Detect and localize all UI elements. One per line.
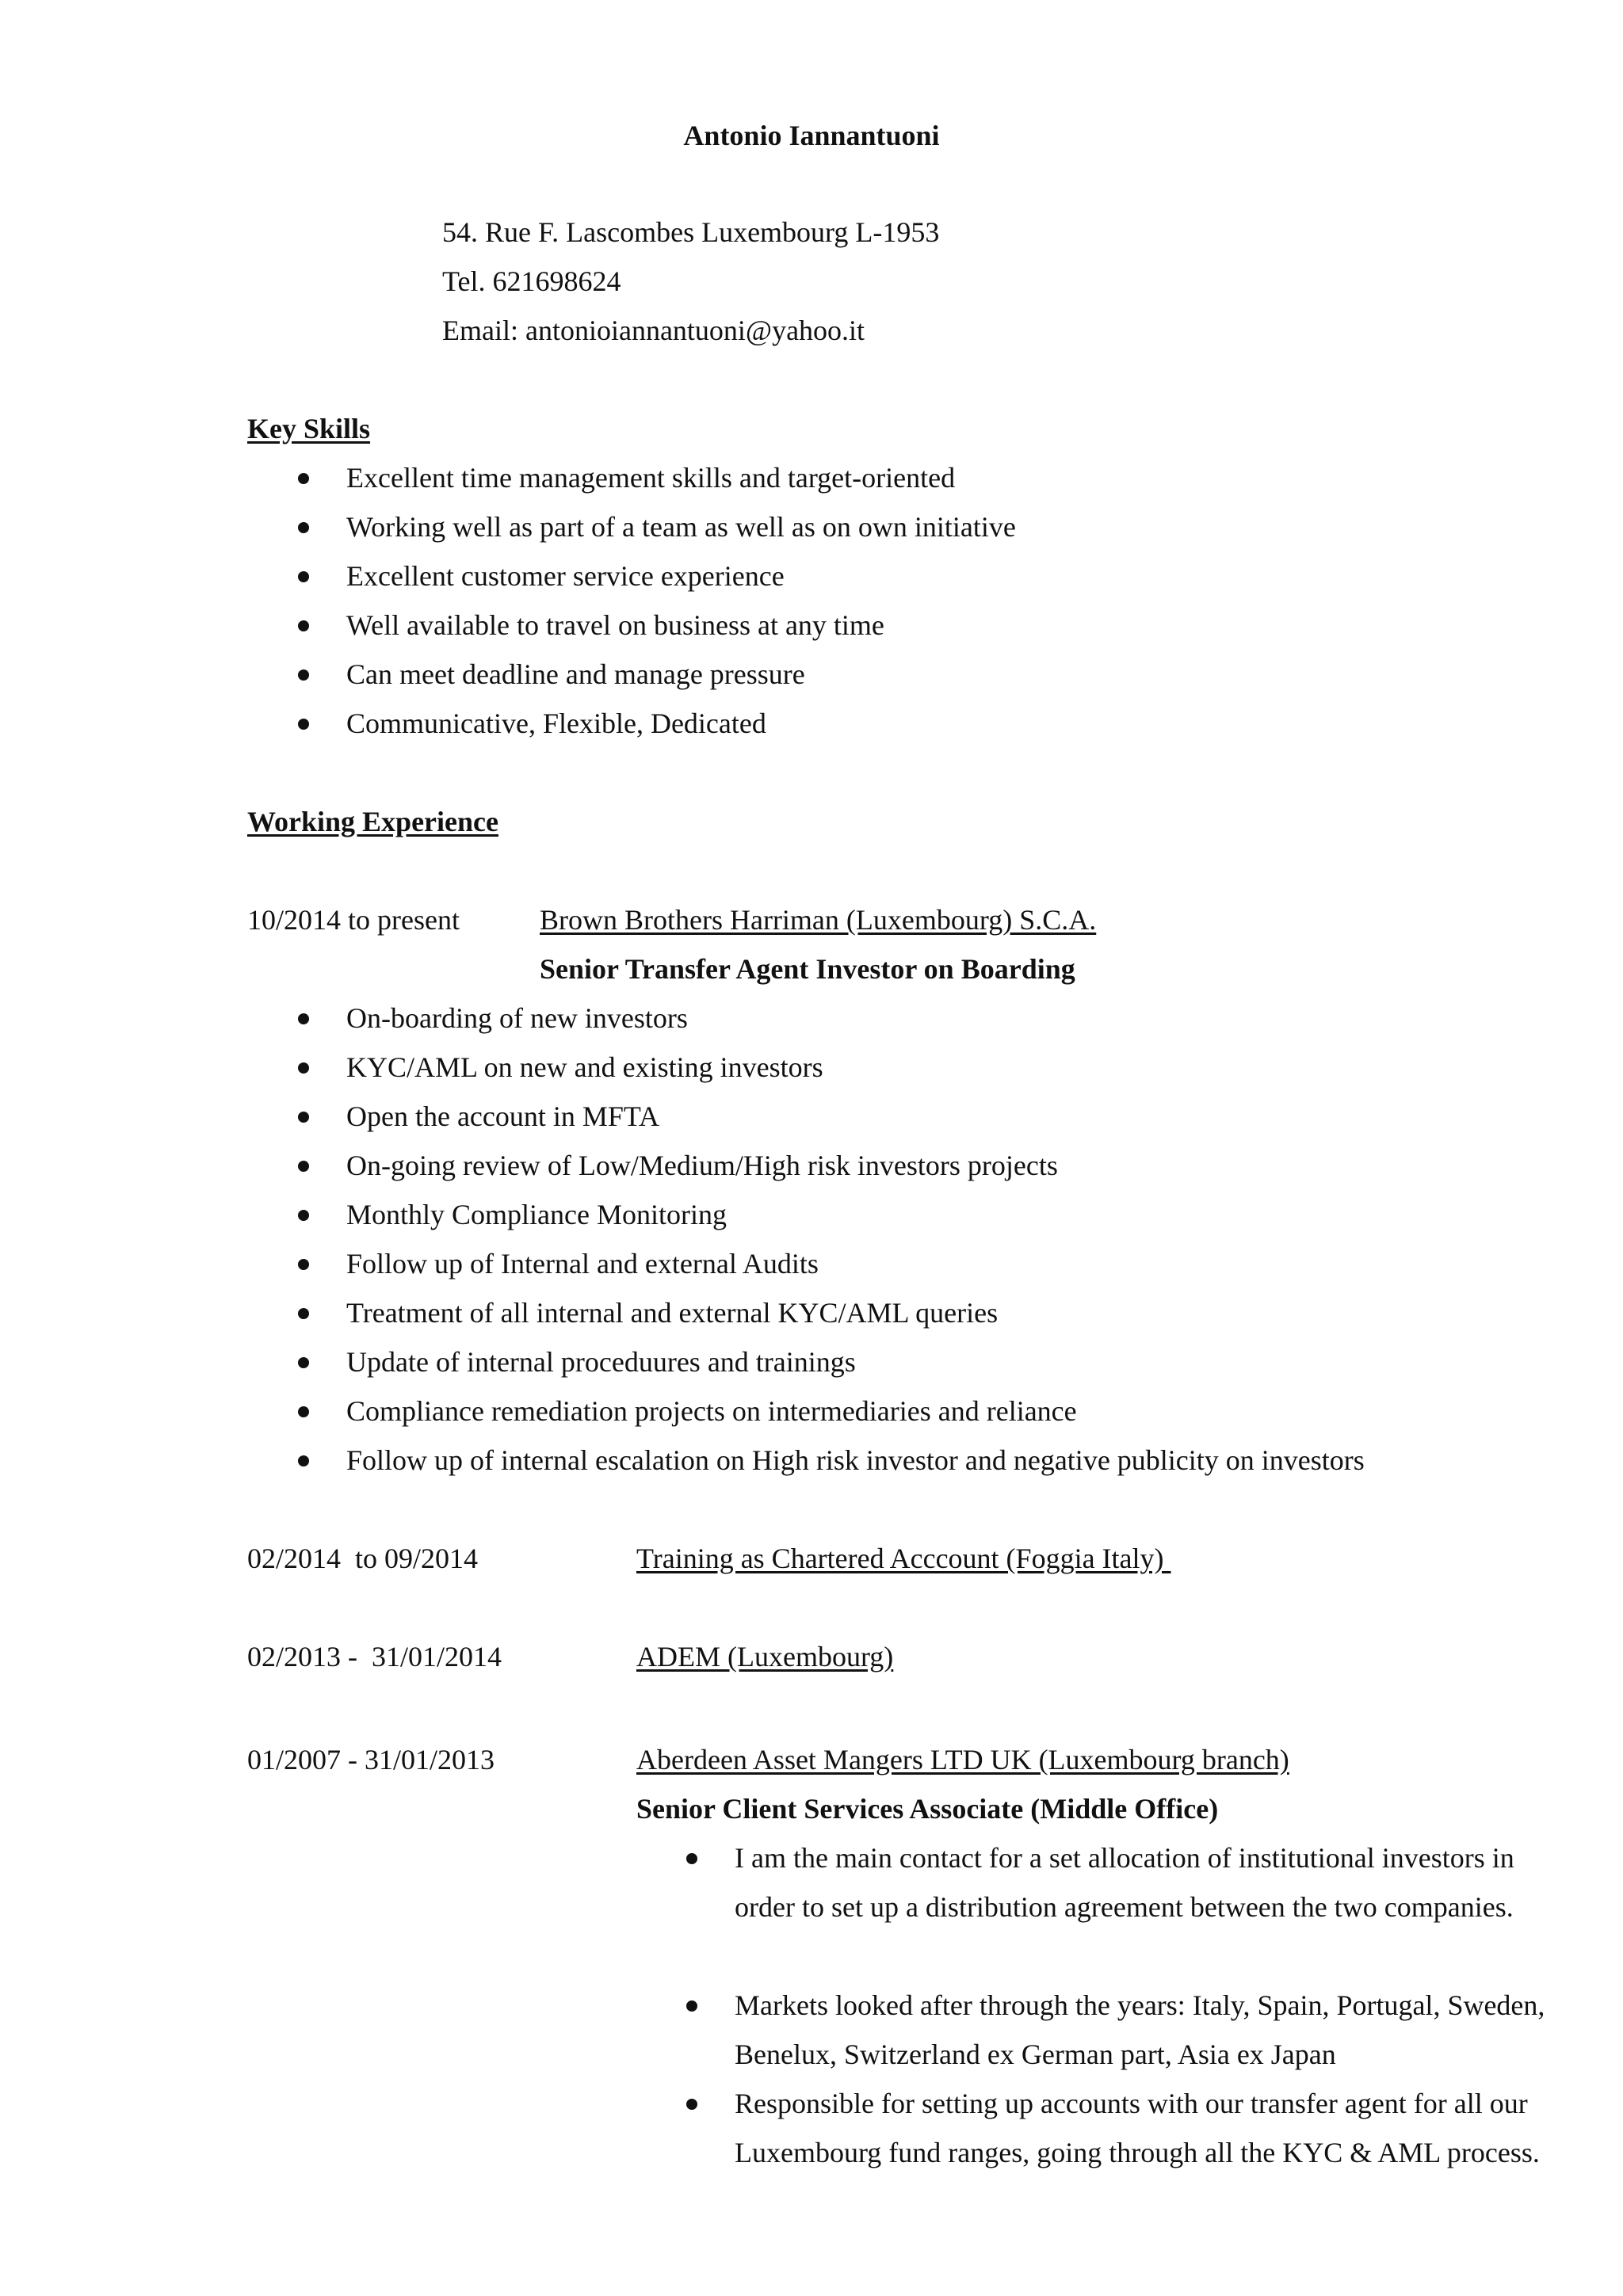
job-role: Senior Client Services Associate (Middle Office) <box>636 1793 1219 1825</box>
bullet-icon <box>298 1210 309 1221</box>
list-item: Follow up of Internal and external Audits <box>346 1248 819 1280</box>
job-employer: Training as Chartered Acccount (Foggia Italy) <box>636 1543 1171 1574</box>
candidate-name: Antonio Iannantuoni <box>683 120 940 151</box>
bullet-icon <box>298 719 309 730</box>
bullet-icon <box>298 1013 309 1024</box>
bullet-icon <box>298 1161 309 1172</box>
address-line: 54. Rue F. Lascombes Luxembourg L-1953 <box>442 216 940 248</box>
list-item: Follow up of internal escalation on High risk investor and negative publicity on investors <box>346 1444 1365 1476</box>
bullet-icon <box>298 1308 309 1319</box>
list-item: On-boarding of new investors <box>346 1002 688 1034</box>
list-item: Communicative, Flexible, Dedicated <box>346 707 766 739</box>
list-item: Can meet deadline and manage pressure <box>346 658 805 690</box>
list-item: Compliance remediation projects on intermediaries and reliance <box>346 1395 1077 1427</box>
bullet-icon <box>686 1853 697 1864</box>
job-dates: 10/2014 to present <box>247 904 460 936</box>
bullet-icon <box>686 2099 697 2110</box>
list-item: On-going review of Low/Medium/High risk investors projects <box>346 1150 1058 1181</box>
job-dates: 02/2014 to 09/2014 <box>247 1543 479 1574</box>
job-employer: Brown Brothers Harriman (Luxembourg) S.C.A. <box>540 904 1097 936</box>
bullet-icon <box>298 1062 309 1074</box>
list-item: Well available to travel on business at any time <box>346 609 884 641</box>
bullet-icon <box>298 1259 309 1270</box>
list-item: Open the account in MFTA <box>346 1100 660 1132</box>
list-item: Excellent customer service experience <box>346 560 785 592</box>
job-dates: 02/2013 - 31/01/2014 <box>247 1641 502 1672</box>
list-item: I am the main contact for a set allocation of institutional investors in order to set up a distribution agreement between the two companies. <box>735 1842 1514 1923</box>
list-item: Markets looked after through the years: Italy, Spain, Portugal, Sweden, Benelux, Switzerland ex German part, Asia ex Japan <box>735 1989 1545 2070</box>
job-role: Senior Transfer Agent Investor on Boarding <box>540 953 1075 985</box>
email-line: Email: antonioiannantuoni@yahoo.it <box>442 315 865 346</box>
list-item: KYC/AML on new and existing investors <box>346 1051 823 1083</box>
job-dates: 01/2007 - 31/01/2013 <box>247 1744 495 1775</box>
job-employer: ADEM (Luxembourg) <box>636 1641 894 1672</box>
bullet-icon <box>298 1112 309 1123</box>
bullet-icon <box>298 473 309 484</box>
bullet-icon <box>298 620 309 631</box>
bullet-icon <box>298 522 309 533</box>
working-experience-heading: Working Experience <box>247 806 498 837</box>
job-employer: Aberdeen Asset Mangers LTD UK (Luxembourg branch) <box>636 1744 1289 1775</box>
list-item: Excellent time management skills and target-oriented <box>346 462 956 494</box>
list-item: Monthly Compliance Monitoring <box>346 1199 727 1230</box>
list-item: Working well as part of a team as well as on own initiative <box>346 511 1016 543</box>
bullet-icon <box>298 1406 309 1417</box>
list-item: Update of internal proceduures and trainings <box>346 1346 856 1378</box>
list-item: Treatment of all internal and external KYC/AML queries <box>346 1297 999 1329</box>
bullet-icon <box>298 1455 309 1466</box>
bullet-icon <box>298 669 309 681</box>
phone-line: Tel. 621698624 <box>442 265 621 297</box>
list-item: Responsible for setting up accounts with our transfer agent for all our Luxembourg fund ranges, going through all the KYC & AML process. <box>735 2088 1540 2168</box>
key-skills-heading: Key Skills <box>247 413 371 444</box>
bullet-icon <box>298 1357 309 1368</box>
bullet-icon <box>298 571 309 582</box>
bullet-icon <box>686 2000 697 2012</box>
